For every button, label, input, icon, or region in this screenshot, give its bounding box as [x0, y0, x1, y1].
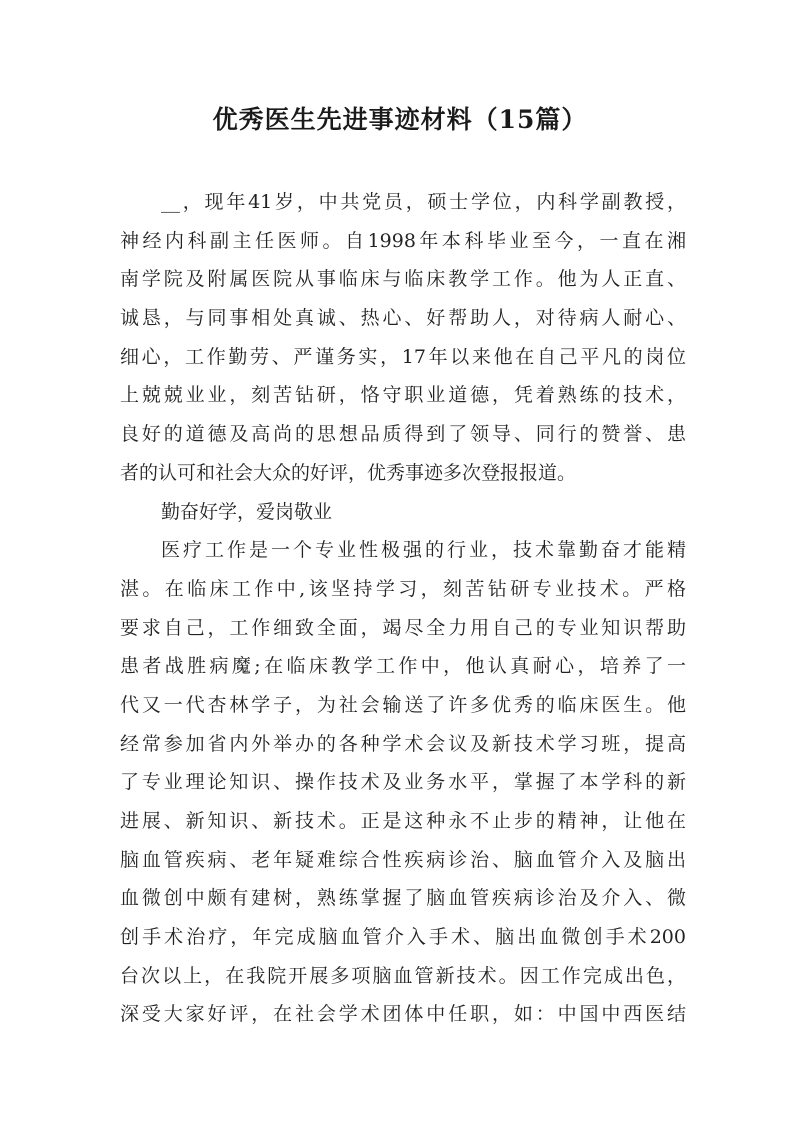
paragraph-line: 经常参加省内外举办的各种学术会议及新技术学习班，提高 [120, 732, 686, 755]
paragraph-line: 诚恳，与同事相处真诚、热心、好帮助人，对待病人耐心、 [120, 307, 686, 330]
paragraph-line: 进展、新知识、新技术。正是这种永不止步的精神，让他在 [120, 810, 686, 832]
document-title: 优秀医生先进事迹材料（15篇） [212, 105, 588, 134]
paragraph-line: 医疗工作是一个专业性极强的行业，技术靠勤奋才能精 [161, 539, 686, 562]
paragraph-line: 神经内科副主任医师。自1998年本科毕业至今，一直在湘 [120, 229, 686, 252]
paragraph-line: 创手术治疗，年完成脑血管介入手术、脑出血微创手术200 [120, 926, 686, 949]
paragraph-line: 了专业理论知识、操作技术及业务水平，掌握了本学科的新 [120, 771, 686, 794]
paragraph-line: 者的认可和社会大众的好评，优秀事迹多次登报报道。 [120, 461, 577, 484]
paragraph-line: 血微创中颇有建树，熟练掌握了脑血管疾病诊治及介入、微 [120, 887, 686, 910]
section-heading: 勤奋好学，爱岗敬业 [161, 500, 333, 523]
paragraph-line: 脑血管疾病、老年疑难综合性疾病诊治、脑血管介入及脑出 [120, 848, 686, 871]
paragraph-line: 上兢兢业业，刻苦钻研，恪守职业道德，凭着熟练的技术， [120, 384, 686, 407]
paragraph-line: 要求自己，工作细致全面，竭尽全力用自己的专业知识帮助 [120, 616, 686, 639]
paragraph-line: 南学院及附属医院从事临床与临床教学工作。他为人正直、 [120, 268, 686, 291]
paragraph-line: 深受大家好评，在社会学术团体中任职，如：中国中西医结 [120, 1003, 686, 1026]
paragraph-line: __，现年41岁，中共党员，硕士学位，内科学副教授， [161, 191, 686, 213]
paragraph-line: 患者战胜病魔;在临床教学工作中，他认真耐心，培养了一 [120, 655, 686, 678]
paragraph-line: 良好的道德及高尚的思想品质得到了领导、同行的赞誉、患 [120, 423, 686, 446]
paragraph-line: 台次以上，在我院开展多项脑血管新技术。因工作完成出色， [120, 964, 686, 987]
paragraph-line: 细心，工作勤劳、严谨务实，17年以来他在自己平凡的岗位 [120, 345, 686, 368]
paragraph-section [120, 535, 686, 1038]
document-body [120, 187, 686, 1038]
paragraph-line: 代又一代杏林学子，为社会输送了许多优秀的临床医生。他 [120, 693, 686, 716]
paragraph-intro [120, 187, 686, 497]
paragraph-line: 湛。在临床工作中,该坚持学习，刻苦钻研专业技术。严格 [120, 577, 686, 600]
